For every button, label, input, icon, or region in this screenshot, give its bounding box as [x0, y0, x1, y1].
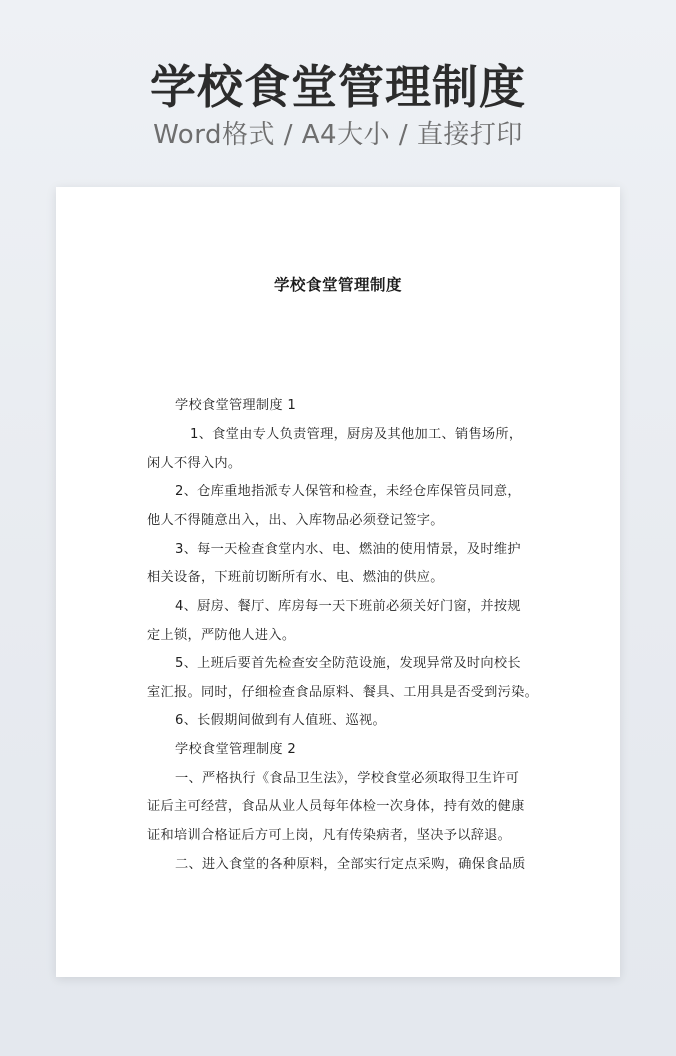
section-heading-1: 学校食堂管理制度 1 — [175, 398, 297, 413]
paragraph-line: 2、仓库重地指派专人保管和检查，未经仓库保管员同意， — [175, 484, 521, 499]
paragraph-line: 4、厨房、餐厅、库房每一天下班前必须关好门窗，并按规 — [175, 599, 521, 614]
banner-subtitle: Word格式 / A4大小 / 直接打印 — [153, 120, 523, 150]
paragraph-line: 相关设备，下班前切断所有水、电、燃油的供应。 — [147, 570, 444, 585]
section-heading-2: 学校食堂管理制度 2 — [175, 742, 297, 757]
paragraph-line: 3、每一天检查食堂内水、电、燃油的使用情景，及时维护 — [175, 542, 521, 557]
paragraph-line: 定上锁，严防他人进入。 — [147, 628, 296, 643]
paragraph-line: 室汇报。同时，仔细检查食品原料、餐具、工用具是否受到污染。 — [147, 685, 539, 700]
paragraph-line: 二、进入食堂的各种原料，全部实行定点采购，确保食品质 — [175, 857, 526, 872]
paragraph-line: 6、长假期间做到有人值班、巡视。 — [175, 713, 387, 728]
paragraph-line: 他人不得随意出入，出、入库物品必须登记签字。 — [147, 513, 444, 528]
paragraph-line: 证后主可经营，食品从业人员每年体检一次身体，持有效的健康 — [147, 799, 525, 814]
paragraph-line: 证和培训合格证后方可上岗，凡有传染病者，坚决予以辞退。 — [147, 828, 512, 843]
paragraph-line: 闲人不得入内。 — [147, 456, 242, 471]
paragraph-line: 5、上班后要首先检查安全防范设施，发现异常及时向校长 — [175, 656, 521, 671]
banner-title: 学校食堂管理制度 — [150, 60, 526, 114]
document-heading: 学校食堂管理制度 — [273, 276, 402, 294]
document-page — [56, 187, 620, 977]
paragraph-line: 一、严格执行《食品卫生法》，学校食堂必须取得卫生许可 — [175, 771, 520, 786]
paragraph-line: 1、食堂由专人负责管理，厨房及其他加工、销售场所， — [190, 427, 523, 442]
